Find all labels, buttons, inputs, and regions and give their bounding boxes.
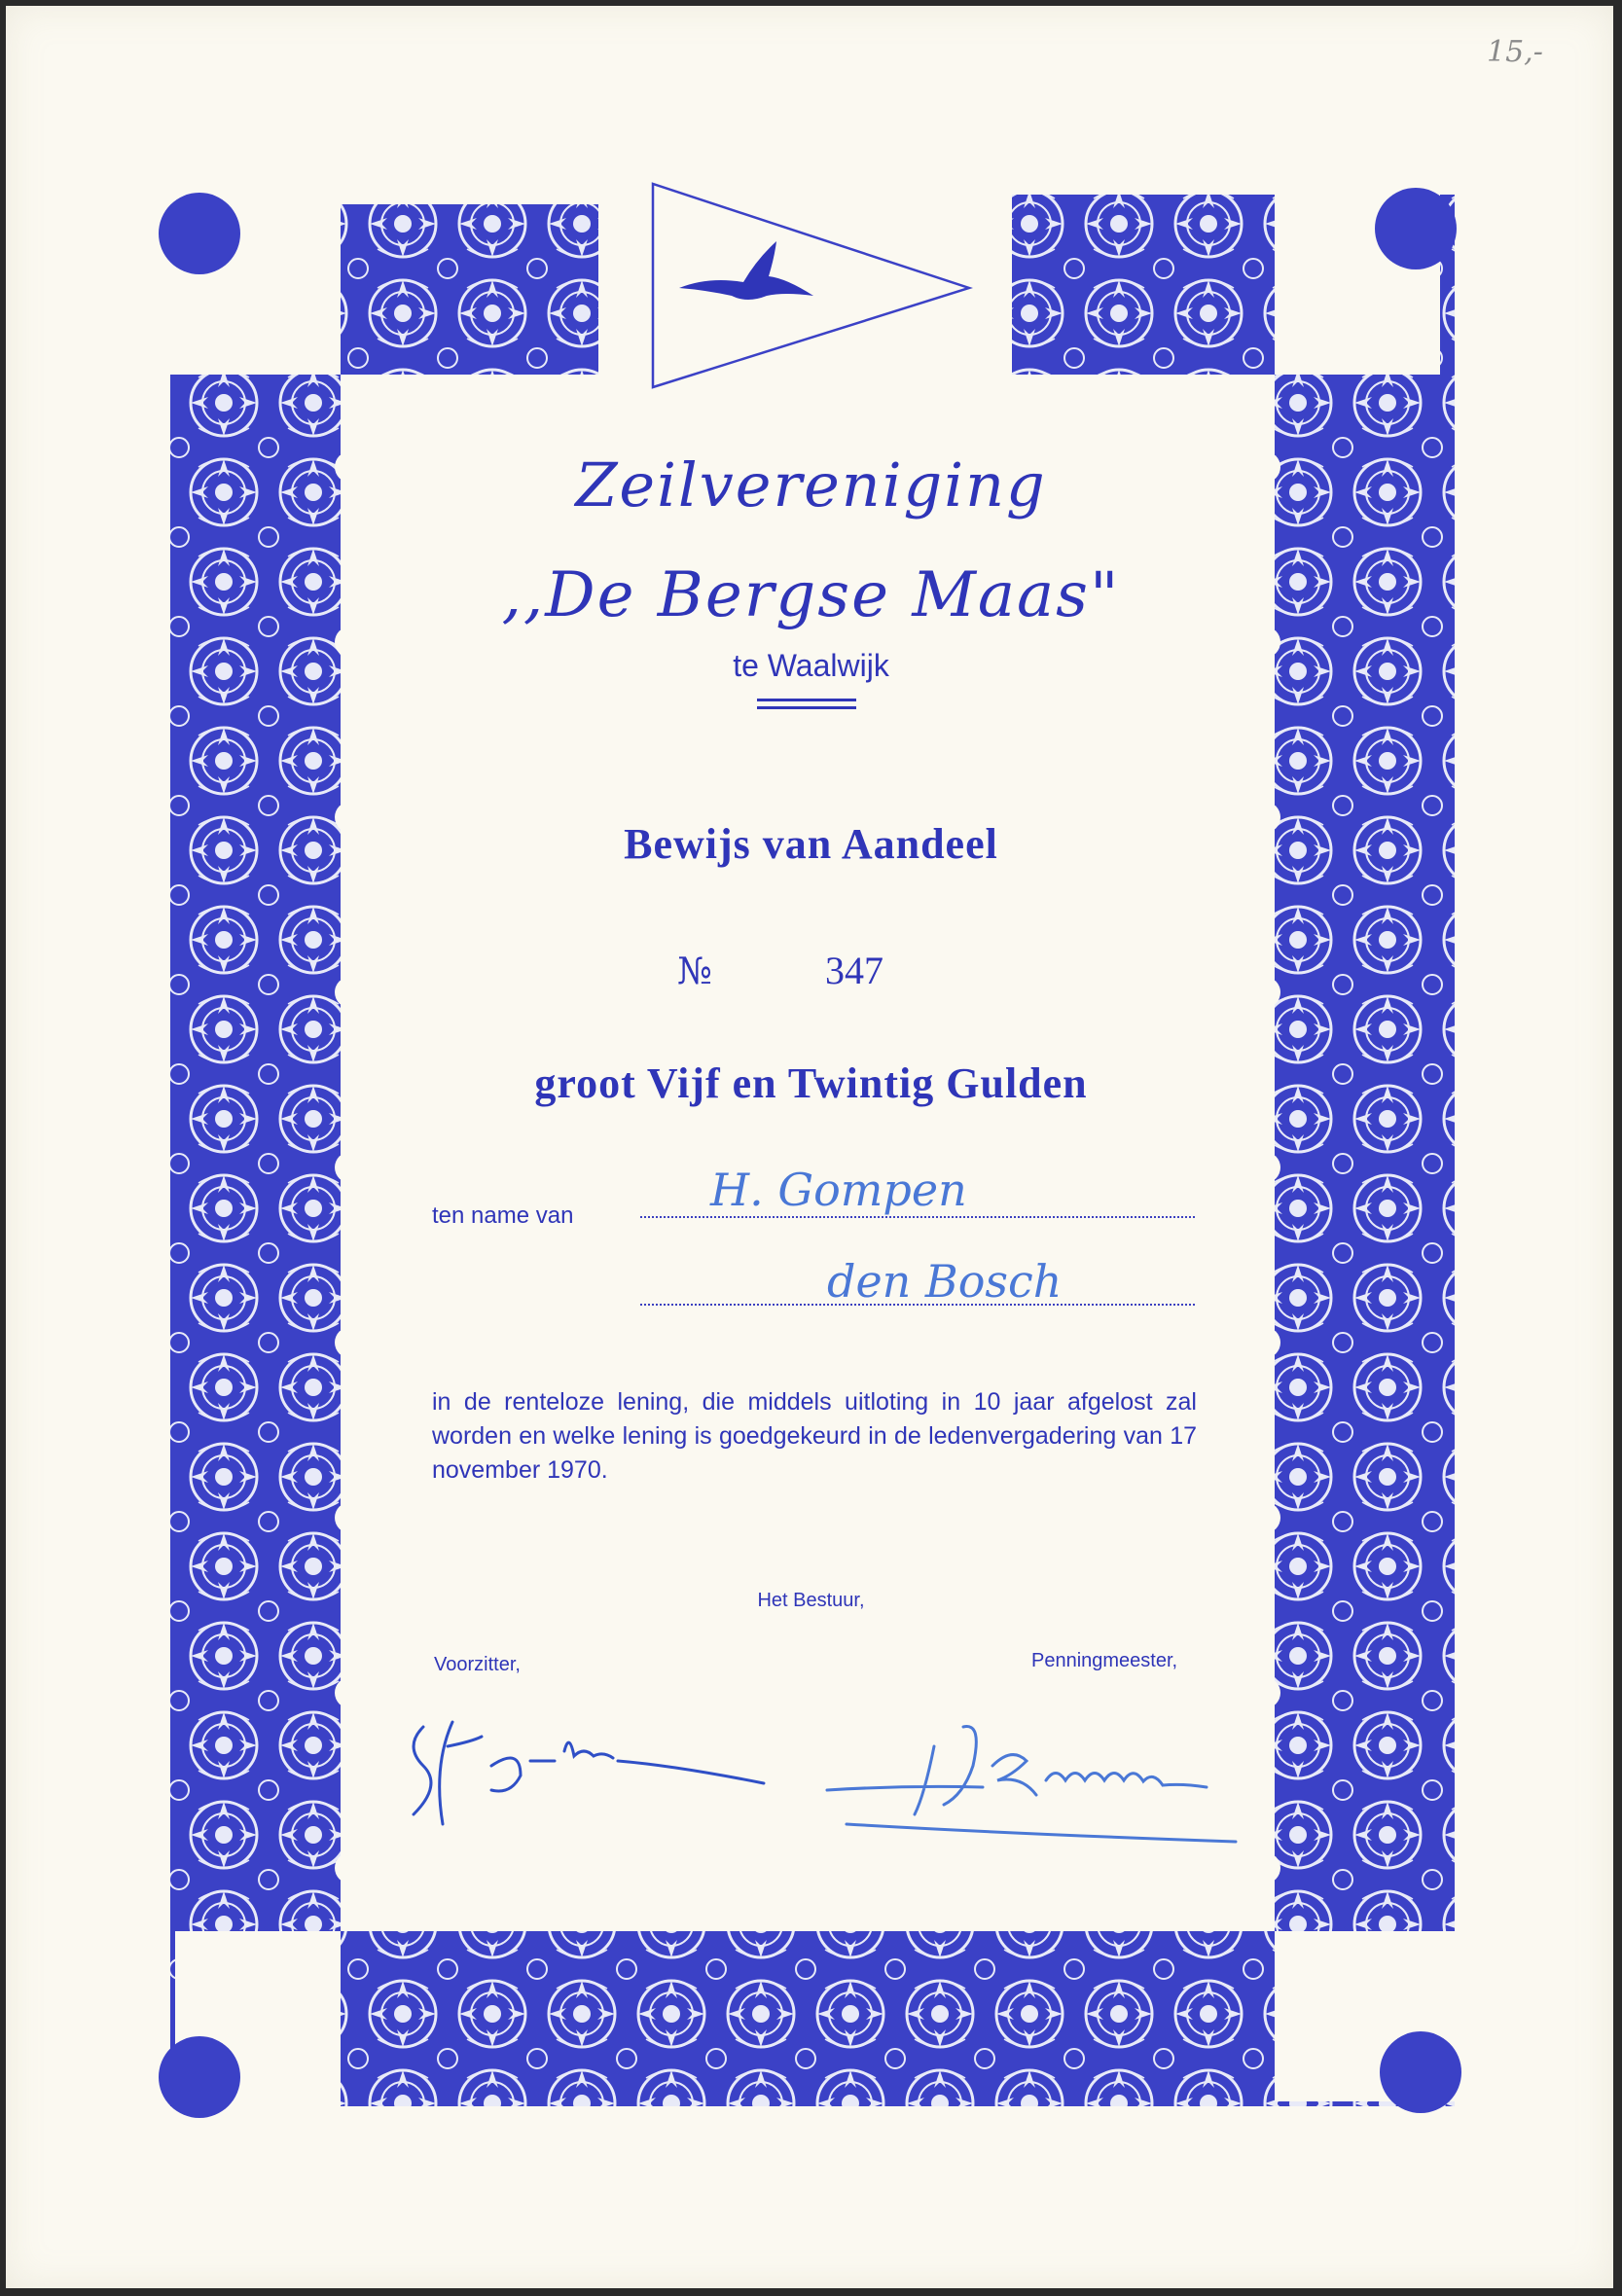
holder-name-handwritten: H. Gompen [710,1164,967,1216]
holder-label: ten name van [432,1202,574,1229]
treasurer-label: Penningmeester, [1031,1650,1178,1671]
club-location: te Waalwijk [733,648,889,683]
certificate-title: Bewijs van Aandeel [624,820,998,868]
club-name: Zeilvereniging [575,449,1047,520]
certificate-number: 347 [825,949,883,992]
location-underline [757,699,856,701]
loan-terms-text: in de renteloze lening, die middels uitloting in 10 jaar afgelost zal worden en welke lening is goedgekeurd in de ledenvergadering van 17 november 1970. [432,1388,1197,1484]
holder-city-handwritten: den Bosch [827,1255,1063,1308]
number-symbol: № [677,950,712,992]
pennant-flag-with-flying-bird-icon [650,181,973,391]
treasurer-signature [817,1707,1245,1853]
holder-dotted-line-1 [640,1216,1195,1218]
chair-signature [394,1707,783,1844]
chair-label: Voorzitter, [434,1654,521,1675]
board-label: Het Bestuur, [757,1590,865,1611]
certificate-amount: groot Vijf en Twintig Gulden [534,1059,1088,1107]
location-underline [757,706,856,709]
club-title: ,,De Bergse Maas" [501,559,1121,631]
